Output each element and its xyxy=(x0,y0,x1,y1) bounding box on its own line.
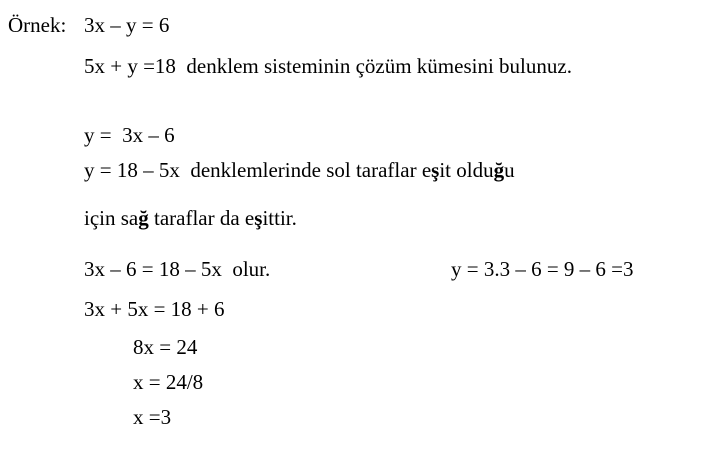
equation-1: 3x – y = 6 xyxy=(84,13,170,37)
step-2: 3x + 5x = 18 + 6 xyxy=(84,297,225,321)
solution-line-1: y = 3x – 6 xyxy=(84,123,175,147)
solution-line-2-bold-char-1: ş xyxy=(431,158,440,182)
solution-line-3-bold-char-2: ş xyxy=(254,206,263,230)
solution-line-3 xyxy=(84,208,297,229)
y-result: y = 3.3 – 6 = 9 – 6 =3 xyxy=(451,257,634,281)
solution-line-2-bold-char-2: ğ xyxy=(493,158,505,182)
solution-line-2-text-c: u xyxy=(504,158,515,182)
step-5: x =3 xyxy=(133,405,172,429)
example-label: Örnek: xyxy=(8,13,67,37)
solution-line-2-text-b: it oldu xyxy=(439,158,494,182)
solution-line-2 xyxy=(84,160,515,181)
step-1: 3x – 6 = 18 – 5x olur. xyxy=(84,257,271,281)
solution-line-3-text-c: ittir. xyxy=(262,206,297,230)
step-3: 8x = 24 xyxy=(133,335,198,359)
solution-line-3-text-a: için sa xyxy=(84,206,139,230)
solution-line-3-bold-char-1: ğ xyxy=(138,206,149,230)
solution-line-3-text-b: taraflar da e xyxy=(148,206,255,230)
solution-line-2-text-a: y = 18 – 5x denklemlerinde sol taraflar e xyxy=(84,158,432,182)
step-4: x = 24/8 xyxy=(133,370,204,394)
equation-2-with-question: 5x + y =18 denklem sisteminin çözüm kümesini bulunuz. xyxy=(84,54,572,78)
